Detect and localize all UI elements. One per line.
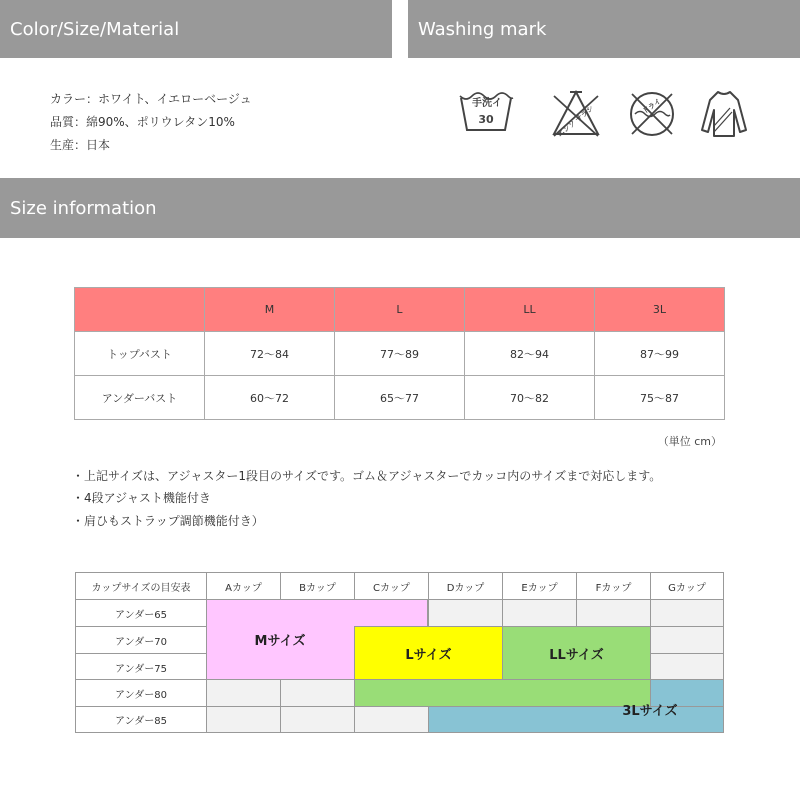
size-information-header: Size information <box>0 178 800 238</box>
color-size-material-header: Color/Size/Material <box>0 0 392 58</box>
cup-header-g: Gカップ <box>650 572 724 600</box>
note-adjuster: ・上記サイズは、アジャスター1段目のサイズです。ゴム＆アジャスターでカッコ内のサイズまで対応します。 <box>72 469 662 483</box>
table-cell: 72～84 <box>205 332 335 376</box>
note-4-step: ・4段アジャスト機能付き <box>72 491 211 505</box>
table-cell: 87～99 <box>595 332 725 376</box>
cup-header-a: Aカップ <box>206 572 281 600</box>
table-cell: 70～82 <box>465 376 595 420</box>
under-70-label: アンダー70 <box>75 626 207 654</box>
size-col-m: M <box>205 288 335 332</box>
table-cell: 65～77 <box>335 376 465 420</box>
table-row <box>75 376 725 420</box>
hand-wash-label: 手洗イ <box>472 98 502 109</box>
hand-wash-30-icon <box>456 86 516 142</box>
empty-cell <box>650 653 724 680</box>
no-bleach-label: エンソ サラシ <box>556 104 596 139</box>
size-col-l: L <box>335 288 465 332</box>
size-table-header-row <box>75 288 725 332</box>
empty-cell <box>206 706 281 733</box>
washing-mark-header: Washing mark <box>408 0 800 58</box>
table-cell: 77～89 <box>335 332 465 376</box>
table-cell: 75～87 <box>595 376 725 420</box>
flat-dry-icon <box>694 86 754 142</box>
under-80-label: アンダー80 <box>75 679 207 707</box>
zone-3l-label: 3Lサイズ <box>622 703 678 719</box>
spec-material: 品質：綿90%、ポリウレタン10% <box>50 115 235 129</box>
under-65-label: アンダー65 <box>75 599 207 627</box>
table-row <box>75 332 725 376</box>
unit-note: （単位 cm） <box>657 435 722 448</box>
cup-header-f: Fカップ <box>576 572 651 600</box>
empty-cell <box>650 599 724 627</box>
size-table-corner <box>75 288 205 332</box>
spec-color: カラー：ホワイト、イエローベージュ <box>50 92 252 106</box>
cup-header-b: Bカップ <box>280 572 355 600</box>
empty-cell <box>280 706 355 733</box>
size-col-ll: LL <box>465 288 595 332</box>
cup-chart-corner: カップサイズの目安表 <box>75 572 207 600</box>
empty-cell <box>280 679 355 707</box>
table-cell: 82～94 <box>465 332 595 376</box>
row-label-under-bust: アンダーバスト <box>75 376 205 420</box>
zone-l: Lサイズ <box>354 626 503 680</box>
under-85-label: アンダー85 <box>75 706 207 733</box>
note-strap: ・肩ひもストラップ調節機能付き） <box>72 514 264 528</box>
cup-size-chart <box>75 572 724 733</box>
size-col-3l: 3L <box>595 288 725 332</box>
table-cell: 60～72 <box>205 376 335 420</box>
size-table <box>74 287 725 420</box>
empty-cell <box>576 599 651 627</box>
empty-cell <box>206 679 281 707</box>
no-bleach-icon <box>546 86 606 142</box>
empty-cell <box>502 599 577 627</box>
no-dryer-label: ドライ <box>641 97 663 116</box>
zone-ll: LLサイズ <box>502 626 651 680</box>
cup-header-e: Eカップ <box>502 572 577 600</box>
zone-m-label: Mサイズ <box>254 634 306 649</box>
cup-header-c: Cカップ <box>354 572 429 600</box>
spec-origin: 生産：日本 <box>50 138 111 152</box>
under-75-label: アンダー75 <box>75 653 207 681</box>
empty-cell <box>650 626 724 654</box>
empty-cell <box>354 706 429 733</box>
cup-header-d: Dカップ <box>428 572 503 600</box>
no-tumble-dry-icon <box>622 86 682 142</box>
hand-wash-temp: 30 <box>478 113 494 126</box>
row-label-top-bust: トップバスト <box>75 332 205 376</box>
empty-cell <box>428 599 503 627</box>
